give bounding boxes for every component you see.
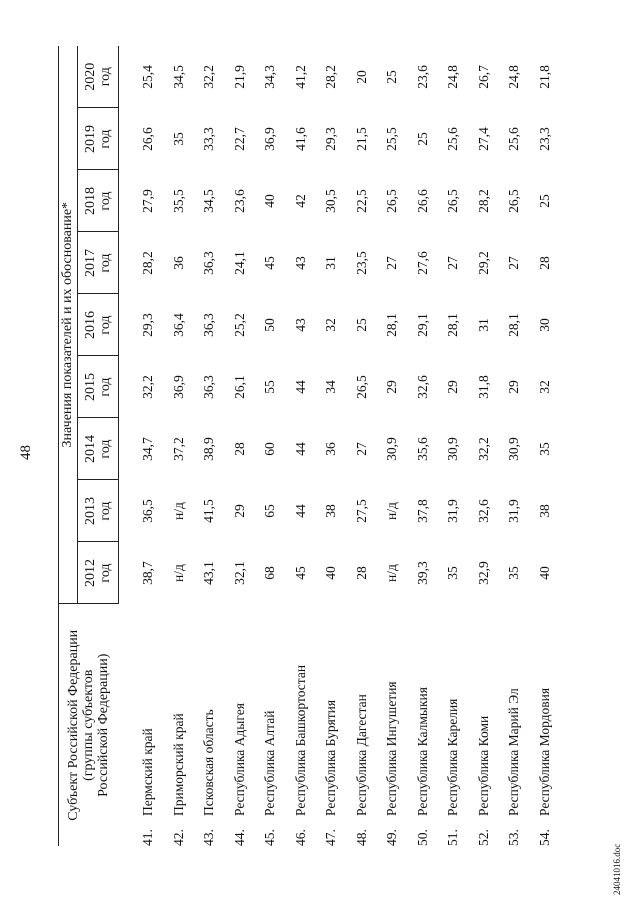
value-cell: 29 xyxy=(445,380,461,394)
value-cell: 30,9 xyxy=(445,437,461,461)
value-cell: 38,7 xyxy=(140,561,156,585)
table-row xyxy=(347,46,378,846)
value-cell: 25 xyxy=(353,318,369,332)
year-header xyxy=(78,542,119,604)
year-header xyxy=(78,356,119,418)
value-cell: 27,9 xyxy=(140,189,156,213)
value-cell: 28,2 xyxy=(140,251,156,275)
value-cell: 25,6 xyxy=(445,127,461,151)
value-cell: 36 xyxy=(323,442,339,456)
subject-header-line: Российской Федерации) xyxy=(96,653,112,797)
subject-cell xyxy=(194,604,225,846)
value-cell: 45 xyxy=(292,566,308,580)
subject-cell xyxy=(316,604,347,846)
value-cell: 27 xyxy=(353,442,369,456)
value-cell: 40 xyxy=(536,566,552,580)
value-cell: 32 xyxy=(536,380,552,394)
value-cell: 38 xyxy=(323,504,339,518)
page-number: 48 xyxy=(18,445,34,460)
value-cell: 25 xyxy=(384,70,400,84)
value-cell: 23,6 xyxy=(414,65,430,89)
value-cell: 28 xyxy=(536,256,552,270)
value-cell: 30,9 xyxy=(384,437,400,461)
subject-name: Республика Дагестан xyxy=(353,694,369,816)
subject-cell xyxy=(438,604,469,846)
value-cell: 26,5 xyxy=(384,189,400,213)
value-cell: 26,6 xyxy=(414,189,430,213)
table-row xyxy=(119,46,164,846)
value-cell: 29 xyxy=(231,504,247,518)
value-cell: 35,6 xyxy=(414,437,430,461)
table-body xyxy=(119,46,561,846)
value-cell: 44 xyxy=(292,504,308,518)
value-cell: 60 xyxy=(262,442,278,456)
value-cell: 28,1 xyxy=(506,313,522,337)
value-cell: 22,7 xyxy=(231,127,247,151)
subject-header xyxy=(59,604,119,846)
year-label: 2015 xyxy=(82,373,98,401)
value-cell: 29,1 xyxy=(414,313,430,337)
table-row xyxy=(499,46,530,846)
subject-name: Республика Калмыкия xyxy=(414,687,430,816)
value-cell: 29,3 xyxy=(140,313,156,337)
value-cell: 21,9 xyxy=(231,65,247,89)
value-cell: н/д xyxy=(170,564,186,582)
value-cell: 31,8 xyxy=(475,375,491,399)
value-cell: 36,3 xyxy=(201,251,217,275)
row-number: 43. xyxy=(201,829,217,846)
year-label: 2017 xyxy=(82,249,98,277)
value-cell: 34,7 xyxy=(140,437,156,461)
subject-cell xyxy=(377,604,408,846)
value-cell: 50 xyxy=(262,318,278,332)
value-cell: 26,5 xyxy=(353,375,369,399)
value-cell: 34,3 xyxy=(262,65,278,89)
subject-name: Республика Ингушетия xyxy=(384,681,400,816)
value-cell: 23,5 xyxy=(353,251,369,275)
footer-doc-id: 24041016.doc xyxy=(612,843,622,895)
value-cell: 36,3 xyxy=(201,375,217,399)
subject-cell xyxy=(164,604,195,846)
value-cell: 39,3 xyxy=(414,561,430,585)
value-cell: 31,9 xyxy=(506,499,522,523)
value-cell: 44 xyxy=(292,380,308,394)
value-cell: 25 xyxy=(414,132,430,146)
indicator-table xyxy=(58,46,560,846)
value-cell: 26,1 xyxy=(231,375,247,399)
value-cell: 35 xyxy=(506,566,522,580)
value-cell: 27,6 xyxy=(414,251,430,275)
subject-header-line: (группы субъектов xyxy=(81,669,97,781)
group-header: Значения показателей и их обоснование* xyxy=(59,46,78,604)
table-row xyxy=(530,46,561,846)
value-cell: 26,6 xyxy=(140,127,156,151)
value-cell: 21,8 xyxy=(536,65,552,89)
year-header xyxy=(78,418,119,480)
value-cell: 36 xyxy=(170,256,186,270)
value-cell: н/д xyxy=(384,502,400,520)
value-cell: 41,6 xyxy=(292,127,308,151)
value-cell: 24,1 xyxy=(231,251,247,275)
value-cell: 32,6 xyxy=(414,375,430,399)
year-unit: год xyxy=(98,315,113,335)
value-cell: 37,8 xyxy=(414,499,430,523)
year-unit: год xyxy=(98,129,113,149)
year-label: 2018 xyxy=(82,187,98,215)
value-cell: 26,5 xyxy=(506,189,522,213)
year-unit: год xyxy=(98,439,113,459)
table-row xyxy=(408,46,439,846)
value-cell: 29,3 xyxy=(323,127,339,151)
value-cell: 32,2 xyxy=(140,375,156,399)
value-cell: 36,3 xyxy=(201,313,217,337)
row-number: 47. xyxy=(323,829,339,846)
value-cell: 24,8 xyxy=(506,65,522,89)
row-number: 53. xyxy=(506,829,522,846)
value-cell: 28 xyxy=(231,442,247,456)
year-label: 2013 xyxy=(82,497,98,525)
value-cell: 25,4 xyxy=(140,65,156,89)
value-cell: 25,5 xyxy=(384,127,400,151)
value-cell: 32,6 xyxy=(475,499,491,523)
value-cell: 65 xyxy=(262,504,278,518)
subject-cell xyxy=(408,604,439,846)
value-cell: 32,2 xyxy=(475,437,491,461)
subject-name: Республика Адыгея xyxy=(231,703,247,816)
value-cell: 45 xyxy=(262,256,278,270)
subject-cell xyxy=(255,604,286,846)
subject-cell xyxy=(530,604,561,846)
value-cell: 35,5 xyxy=(170,189,186,213)
table-row xyxy=(194,46,225,846)
table-row xyxy=(316,46,347,846)
value-cell: 27 xyxy=(445,256,461,270)
value-cell: 27,5 xyxy=(353,499,369,523)
value-cell: 55 xyxy=(262,380,278,394)
table-row xyxy=(438,46,469,846)
year-label: 2014 xyxy=(82,435,98,463)
subject-name: Приморский край xyxy=(170,713,186,816)
value-cell: 25,6 xyxy=(506,127,522,151)
value-cell: 32,2 xyxy=(201,65,217,89)
value-cell: 28 xyxy=(353,566,369,580)
value-cell: 27 xyxy=(384,256,400,270)
value-cell: 36,4 xyxy=(170,313,186,337)
value-cell: 36,9 xyxy=(262,127,278,151)
value-cell: 29,2 xyxy=(475,251,491,275)
value-cell: 36,9 xyxy=(170,375,186,399)
value-cell: 43 xyxy=(292,256,308,270)
subject-cell xyxy=(225,604,256,846)
value-cell: 68 xyxy=(262,566,278,580)
value-cell: 41,2 xyxy=(292,65,308,89)
year-unit: год xyxy=(98,377,113,397)
row-number: 51. xyxy=(445,829,461,846)
value-cell: 28,2 xyxy=(475,189,491,213)
value-cell: 26,5 xyxy=(445,189,461,213)
subject-name: Республика Бурятия xyxy=(323,699,339,816)
table-row xyxy=(225,46,256,846)
value-cell: 25,2 xyxy=(231,313,247,337)
row-number: 48. xyxy=(353,829,369,846)
row-number: 44. xyxy=(231,829,247,846)
year-header xyxy=(78,294,119,356)
subject-header-line: Субъект Российской Федерации xyxy=(65,629,81,821)
value-cell: 35 xyxy=(445,566,461,580)
value-cell: 37,2 xyxy=(170,437,186,461)
row-number: 49. xyxy=(384,829,400,846)
value-cell: 33,3 xyxy=(201,127,217,151)
subject-name: Псковская область xyxy=(201,709,217,816)
row-number: 50. xyxy=(414,829,430,846)
row-number: 41. xyxy=(140,829,155,846)
value-cell: 38,9 xyxy=(201,437,217,461)
value-cell: 29 xyxy=(506,380,522,394)
value-cell: 44 xyxy=(292,442,308,456)
row-number: 46. xyxy=(292,829,308,846)
year-header xyxy=(78,480,119,542)
subject-name: Республика Коми xyxy=(475,715,491,816)
value-cell: 41,5 xyxy=(201,499,217,523)
value-cell: 40 xyxy=(323,566,339,580)
subject-cell xyxy=(347,604,378,846)
value-cell: 30,5 xyxy=(323,189,339,213)
table-row xyxy=(286,46,317,846)
subject-name: Республика Алтай xyxy=(262,710,278,816)
subject-cell xyxy=(119,604,164,846)
value-cell: 30,9 xyxy=(506,437,522,461)
value-cell: 40 xyxy=(262,194,278,208)
value-cell: 42 xyxy=(292,194,308,208)
row-number: 42. xyxy=(170,829,186,846)
value-cell: 31,9 xyxy=(445,499,461,523)
subject-name: Республика Марий Эл xyxy=(506,688,522,816)
row-number: 54. xyxy=(536,829,552,846)
year-unit: год xyxy=(98,563,113,583)
year-unit: год xyxy=(98,253,113,273)
year-unit: год xyxy=(98,191,113,211)
row-number: 52. xyxy=(475,829,491,846)
value-cell: 43,1 xyxy=(201,561,217,585)
row-number: 45. xyxy=(262,829,278,846)
value-cell: 34 xyxy=(323,380,339,394)
value-cell: н/д xyxy=(170,502,186,520)
value-cell: 21,5 xyxy=(353,127,369,151)
value-cell: 32 xyxy=(323,318,339,332)
value-cell: 24,8 xyxy=(445,65,461,89)
year-label: 2019 xyxy=(82,125,98,153)
value-cell: 31 xyxy=(323,256,339,270)
year-header xyxy=(78,46,119,108)
value-cell: 28,2 xyxy=(323,65,339,89)
value-cell: 32,1 xyxy=(231,561,247,585)
value-cell: 43 xyxy=(292,318,308,332)
value-cell: 20 xyxy=(353,70,369,84)
value-cell: 23,3 xyxy=(536,127,552,151)
subject-cell xyxy=(499,604,530,846)
subject-name: Пермский край xyxy=(140,728,155,816)
year-label: 2012 xyxy=(82,559,98,587)
subject-cell xyxy=(469,604,500,846)
table-row xyxy=(255,46,286,846)
value-cell: 32,9 xyxy=(475,561,491,585)
value-cell: 29 xyxy=(384,380,400,394)
year-unit: год xyxy=(98,67,113,87)
value-cell: 28,1 xyxy=(445,313,461,337)
year-header xyxy=(78,108,119,170)
table-row xyxy=(469,46,500,846)
value-cell: 27,4 xyxy=(475,127,491,151)
value-cell: 34,5 xyxy=(170,65,186,89)
value-cell: 27 xyxy=(506,256,522,270)
subject-cell xyxy=(286,604,317,846)
year-label: 2016 xyxy=(82,311,98,339)
value-cell: 23,6 xyxy=(231,189,247,213)
value-cell: 31 xyxy=(475,318,491,332)
subject-name: Республика Башкортостан xyxy=(292,664,308,816)
value-cell: 25 xyxy=(536,194,552,208)
value-cell: 22,5 xyxy=(353,189,369,213)
value-cell: 26,7 xyxy=(475,65,491,89)
year-label: 2020 xyxy=(82,62,98,91)
value-cell: 36,5 xyxy=(140,499,156,523)
year-header xyxy=(78,170,119,232)
value-cell: 35 xyxy=(170,132,186,146)
year-unit: год xyxy=(98,501,113,521)
year-header xyxy=(78,232,119,294)
table-row xyxy=(377,46,408,846)
subject-name: Республика Мордовия xyxy=(536,687,552,816)
value-cell: 28,1 xyxy=(384,313,400,337)
value-cell: 30 xyxy=(536,318,552,332)
table-row xyxy=(164,46,195,846)
subject-name: Республика Карелия xyxy=(445,698,461,816)
value-cell: 38 xyxy=(536,504,552,518)
value-cell: 35 xyxy=(536,442,552,456)
value-cell: н/д xyxy=(384,564,400,582)
value-cell: 34,5 xyxy=(201,189,217,213)
